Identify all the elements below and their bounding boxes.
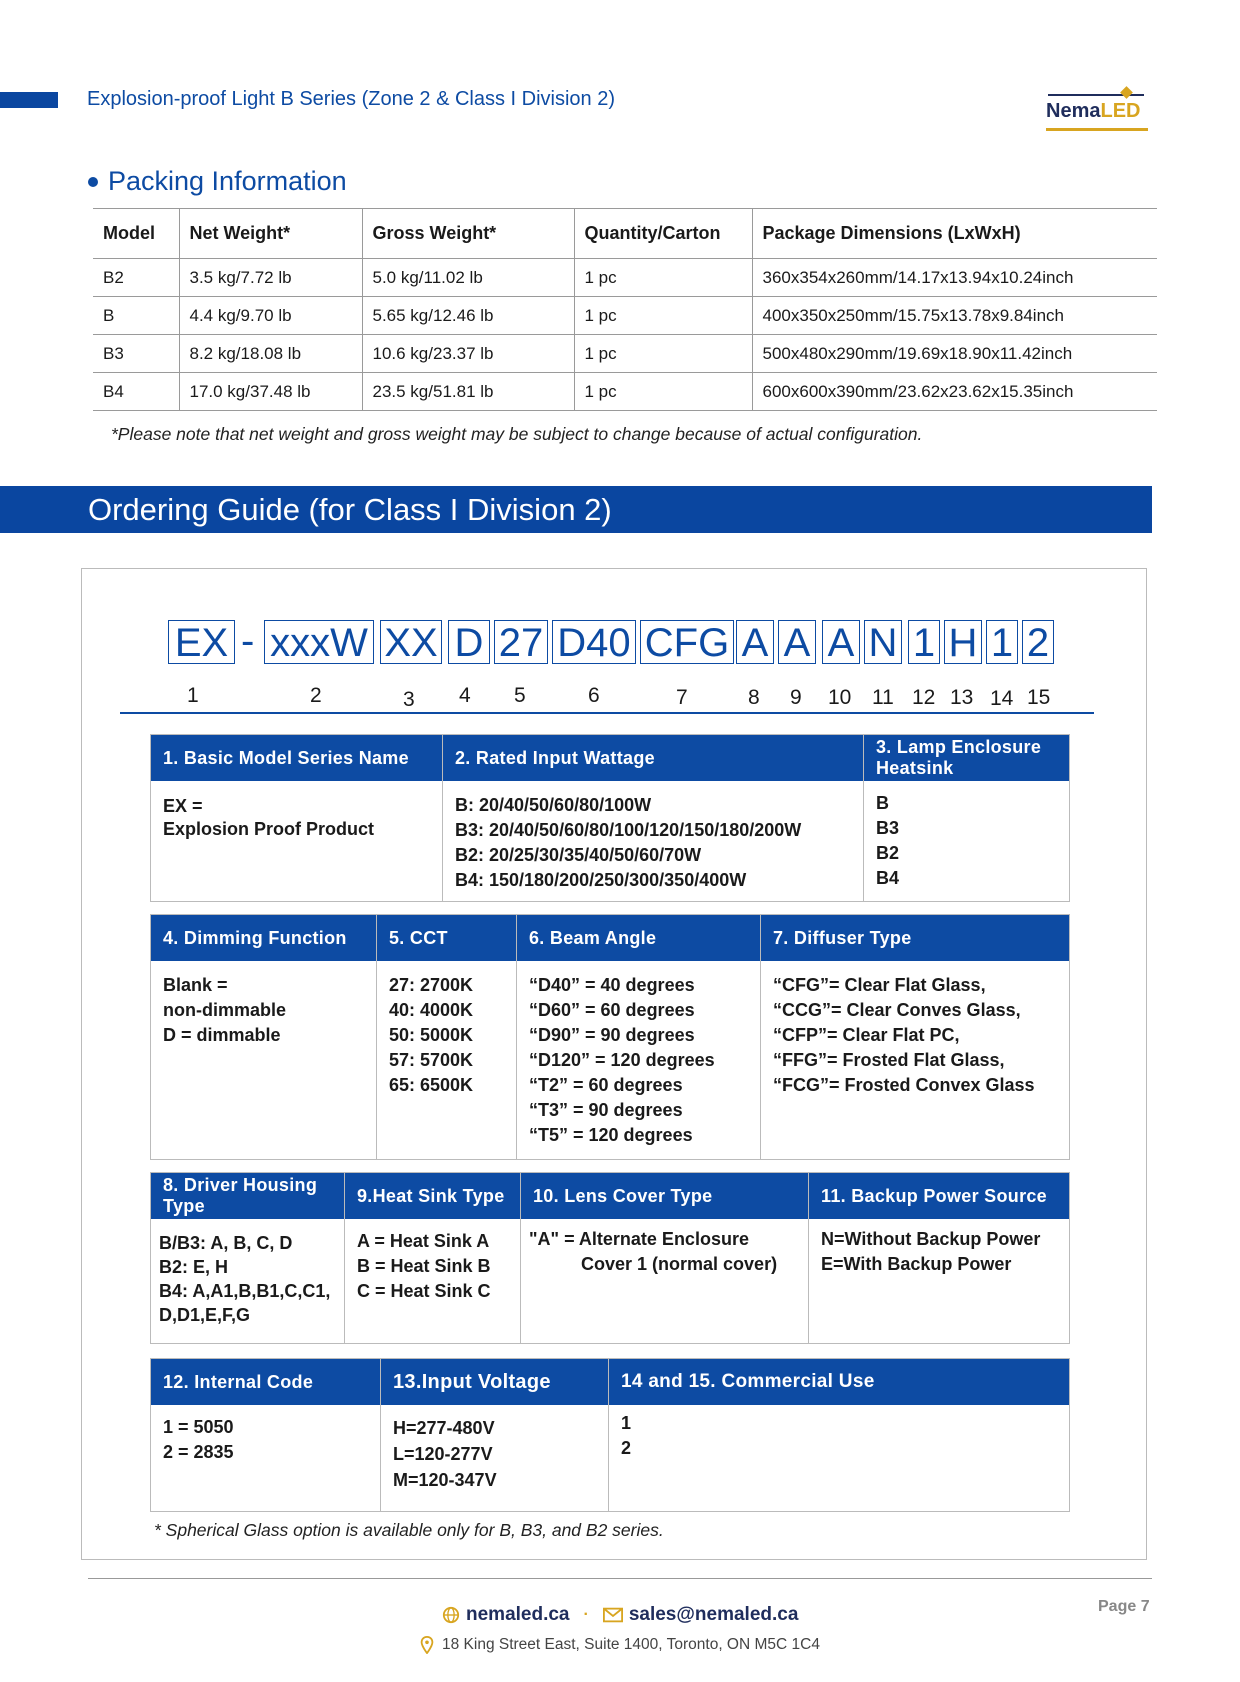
code-segment: CFG <box>640 620 734 664</box>
cell-line: B: 20/40/50/60/80/100W <box>455 795 652 815</box>
ordering-guide-banner <box>0 486 1152 533</box>
head-driver-housing: 8. Driver Housing Type <box>151 1173 344 1219</box>
cell-line: N=Without Backup Power <box>821 1229 1041 1249</box>
code-dash: - <box>241 619 255 663</box>
code-segment: XX <box>380 620 442 664</box>
head-dimming: 4. Dimming Function <box>151 915 376 961</box>
code-number: 7 <box>676 686 688 709</box>
cell-diffuser <box>761 961 1069 1159</box>
packing-note: *Please note that net weight and gross weight may be subject to change because of actual configuration. <box>111 424 923 444</box>
page-number: Page 7 <box>1098 1598 1150 1615</box>
packing-header-row <box>93 209 1157 259</box>
head-internal-code: 12. Internal Code <box>151 1359 380 1405</box>
cell: 1 pc <box>574 373 752 411</box>
code-number: 14 <box>990 687 1014 710</box>
cell-line: “CFG”= Clear Flat Glass, <box>773 975 986 995</box>
cell-line: 65: 6500K <box>389 1075 474 1095</box>
footer-address <box>420 1636 820 1654</box>
code-number: 6 <box>588 684 600 707</box>
cell: 500x480x290mm/19.69x18.90x11.42inch <box>752 335 1157 373</box>
cell-line: B3: 20/40/50/60/80/100/120/150/180/200W <box>455 820 802 840</box>
code-number: 1 <box>187 684 199 707</box>
location-pin-icon <box>420 1636 434 1654</box>
code-underline <box>120 712 1094 714</box>
cell: 17.0 kg/37.48 lb <box>179 373 362 411</box>
cell-commercial-use <box>609 1405 1069 1511</box>
cell-line: non-dimmable <box>163 1000 287 1020</box>
nemaled-logo <box>1040 84 1152 136</box>
cell: 1 pc <box>574 335 752 373</box>
header-title: Explosion-proof Light B Series (Zone 2 & Class I Division 2) <box>87 88 616 110</box>
col-header: Model <box>93 209 179 259</box>
head-beam-angle: 6. Beam Angle <box>517 915 760 961</box>
ordering-block-4 <box>150 1358 1070 1512</box>
head-diffuser: 7. Diffuser Type <box>761 915 1069 961</box>
code-number: 2 <box>310 684 322 707</box>
cell: 1 pc <box>574 297 752 335</box>
cell-line: L=120-277V <box>393 1444 493 1464</box>
cell-basic-model <box>151 781 442 901</box>
head-rated-wattage: 2. Rated Input Wattage <box>443 735 863 781</box>
logo-text <box>1046 100 1140 123</box>
cell-line: Explosion Proof Product <box>163 819 375 839</box>
cell-line: “D120” = 120 degrees <box>529 1050 715 1070</box>
cell-line: A = Heat Sink A <box>357 1231 490 1251</box>
cell: B3 <box>93 335 179 373</box>
code-segment: A <box>778 620 816 664</box>
ordering-guide-title: Ordering Guide (for Class I Division 2) <box>88 492 612 527</box>
cell-line: “FFG”= Frosted Flat Glass, <box>773 1050 1005 1070</box>
cell: B <box>93 297 179 335</box>
cell-line: B = Heat Sink B <box>357 1256 491 1276</box>
code-number: 13 <box>950 686 974 709</box>
table-row <box>93 373 1157 411</box>
cell: 600x600x390mm/23.62x23.62x15.35inch <box>752 373 1157 411</box>
footer-contacts <box>442 1604 798 1626</box>
ordering-block-1 <box>150 734 1070 902</box>
head-backup-power: 11. Backup Power Source <box>809 1173 1069 1219</box>
cell: 400x350x250mm/15.75x13.78x9.84inch <box>752 297 1157 335</box>
cell-line: 40: 4000K <box>389 1000 474 1020</box>
cell-line: B3 <box>876 818 900 838</box>
code-segment: N <box>864 620 902 664</box>
code-number: 9 <box>790 686 802 709</box>
bullet-icon <box>88 177 98 187</box>
logo-diamond-icon <box>1120 86 1133 99</box>
cell-line: “T2” = 60 degrees <box>529 1075 683 1095</box>
cell-line: 57: 5700K <box>389 1050 474 1070</box>
col-header: Gross Weight* <box>362 209 574 259</box>
code-segment: 27 <box>494 620 548 664</box>
col-header: Net Weight* <box>179 209 362 259</box>
code-position-numbers <box>0 684 1240 710</box>
email-link[interactable]: sales@nemaled.ca <box>628 1604 799 1625</box>
code-segment: D <box>448 620 490 664</box>
cell-line: “D40” = 40 degrees <box>529 975 695 995</box>
cell-line: 50: 5000K <box>389 1025 474 1045</box>
packing-title-text: Packing Information <box>108 166 347 196</box>
head-commercial-use: 14 and 15. Commercial Use <box>609 1359 1069 1405</box>
cell-line: 2 <box>621 1438 632 1458</box>
cell-line: “T5” = 120 degrees <box>529 1125 693 1145</box>
cell-line: “D60” = 60 degrees <box>529 1000 695 1020</box>
cell-line: “T3” = 90 degrees <box>529 1100 683 1120</box>
cell-backup-power <box>809 1219 1069 1343</box>
ordering-note: * Spherical Glass option is available only for B, B3, and B2 series. <box>154 1520 664 1540</box>
cell-line: C = Heat Sink C <box>357 1281 491 1301</box>
cell: B2 <box>93 259 179 297</box>
cell-line: “D90” = 90 degrees <box>529 1025 695 1045</box>
website-link[interactable]: nemaled.ca <box>466 1604 570 1625</box>
cell-cct <box>377 961 516 1159</box>
head-heat-sink-type: 9.Heat Sink Type <box>345 1173 520 1219</box>
footer-separator: · <box>583 1606 589 1623</box>
cell: 10.6 kg/23.37 lb <box>362 335 574 373</box>
cell: 4.4 kg/9.70 lb <box>179 297 362 335</box>
head-basic-model: 1. Basic Model Series Name <box>151 735 442 781</box>
cell-line: 27: 2700K <box>389 975 474 995</box>
footer-divider <box>88 1578 1152 1579</box>
code-number: 4 <box>459 684 471 707</box>
cell-line: D,D1,E,F,G <box>159 1305 251 1325</box>
col-header: Package Dimensions (LxWxH) <box>752 209 1157 259</box>
cell-dimming <box>151 961 376 1159</box>
address-text: 18 King Street East, Suite 1400, Toronto, ON M5C 1C4 <box>442 1636 820 1653</box>
cell-line: E=With Backup Power <box>821 1254 1012 1274</box>
ordering-block-2 <box>150 914 1070 1160</box>
ordering-block-3 <box>150 1172 1070 1344</box>
cell-rated-wattage <box>443 781 863 901</box>
cell-heat-sink-type <box>345 1219 520 1343</box>
cell-line: “CFP”= Clear Flat PC, <box>773 1025 960 1045</box>
cell-line: B4: 150/180/200/250/300/350/400W <box>455 870 747 890</box>
code-segment: 2 <box>1022 620 1054 664</box>
cell-line: M=120-347V <box>393 1470 497 1490</box>
code-segment: H <box>944 620 982 664</box>
cell-input-voltage <box>381 1405 608 1511</box>
cell-line: "A" = Alternate Enclosure <box>529 1229 749 1249</box>
code-number: 15 <box>1027 686 1051 709</box>
cell: 5.0 kg/11.02 lb <box>362 259 574 297</box>
cell: 360x354x260mm/14.17x13.94x10.24inch <box>752 259 1157 297</box>
cell-beam-angle <box>517 961 760 1159</box>
globe-icon <box>442 1606 460 1624</box>
code-segment: 1 <box>986 620 1018 664</box>
cell: B4 <box>93 373 179 411</box>
header-accent-bar <box>0 92 58 108</box>
table-row <box>93 335 1157 373</box>
code-number: 5 <box>514 684 526 707</box>
cell: 3.5 kg/7.72 lb <box>179 259 362 297</box>
mail-icon <box>603 1607 623 1623</box>
packing-table <box>93 208 1157 411</box>
code-number: 3 <box>403 688 415 711</box>
cell-line: 1 <box>621 1413 632 1433</box>
head-input-voltage: 13.Input Voltage <box>381 1359 608 1405</box>
cell-line: B2 <box>876 843 900 863</box>
cell-driver-housing <box>151 1219 344 1343</box>
cell-line: “FCG”= Frosted Convex Glass <box>773 1075 1035 1095</box>
cell-line: B/B3: A, B, C, D <box>159 1233 293 1253</box>
head-cct: 5. CCT <box>377 915 516 961</box>
cell: 5.65 kg/12.46 lb <box>362 297 574 335</box>
logo-bottom-line <box>1046 128 1148 131</box>
cell-internal-code <box>151 1405 380 1511</box>
cell-line: D = dimmable <box>163 1025 281 1045</box>
code-number: 10 <box>828 686 852 709</box>
cell: 23.5 kg/51.81 lb <box>362 373 574 411</box>
code-segment: D40 <box>552 620 636 664</box>
cell-enclosure-heatsink <box>864 781 1069 901</box>
packing-section-title <box>88 166 347 197</box>
code-number: 11 <box>872 686 894 709</box>
head-lens-cover: 10. Lens Cover Type <box>521 1173 808 1219</box>
cell-line: H=277-480V <box>393 1418 495 1438</box>
head-enclosure-heatsink: 3. Lamp Enclosure Heatsink <box>864 735 1069 781</box>
logo-nema: Nema <box>1046 100 1101 122</box>
code-segment: A <box>736 620 774 664</box>
code-segment: xxxW <box>264 620 374 664</box>
cell: 8.2 kg/18.08 lb <box>179 335 362 373</box>
table-row <box>93 259 1157 297</box>
table-row <box>93 297 1157 335</box>
code-number: 12 <box>912 686 936 709</box>
cell-line: B2: E, H <box>159 1257 229 1277</box>
cell-line: 1 = 5050 <box>163 1417 234 1437</box>
cell-line: B4: A,A1,B,B1,C,C1, <box>159 1281 331 1301</box>
cell-lens-cover <box>521 1219 808 1343</box>
code-segment: EX <box>168 620 235 664</box>
cell-line: B2: 20/25/30/35/40/50/60/70W <box>455 845 702 865</box>
code-segment: A <box>822 620 860 664</box>
logo-led: LED <box>1100 100 1141 122</box>
cell-line: Cover 1 (normal cover) <box>581 1254 778 1274</box>
col-header: Quantity/Carton <box>574 209 752 259</box>
cell-line: B4 <box>876 868 900 888</box>
code-segment: 1 <box>908 620 940 664</box>
cell-line: Blank = <box>163 975 228 995</box>
cell-line: B <box>876 793 889 813</box>
code-number: 8 <box>748 686 760 709</box>
model-code <box>0 620 1240 670</box>
cell-line: EX = <box>163 796 203 816</box>
cell-line: “CCG”= Clear Conves Glass, <box>773 1000 1021 1020</box>
cell: 1 pc <box>574 259 752 297</box>
cell-line: 2 = 2835 <box>163 1442 234 1462</box>
